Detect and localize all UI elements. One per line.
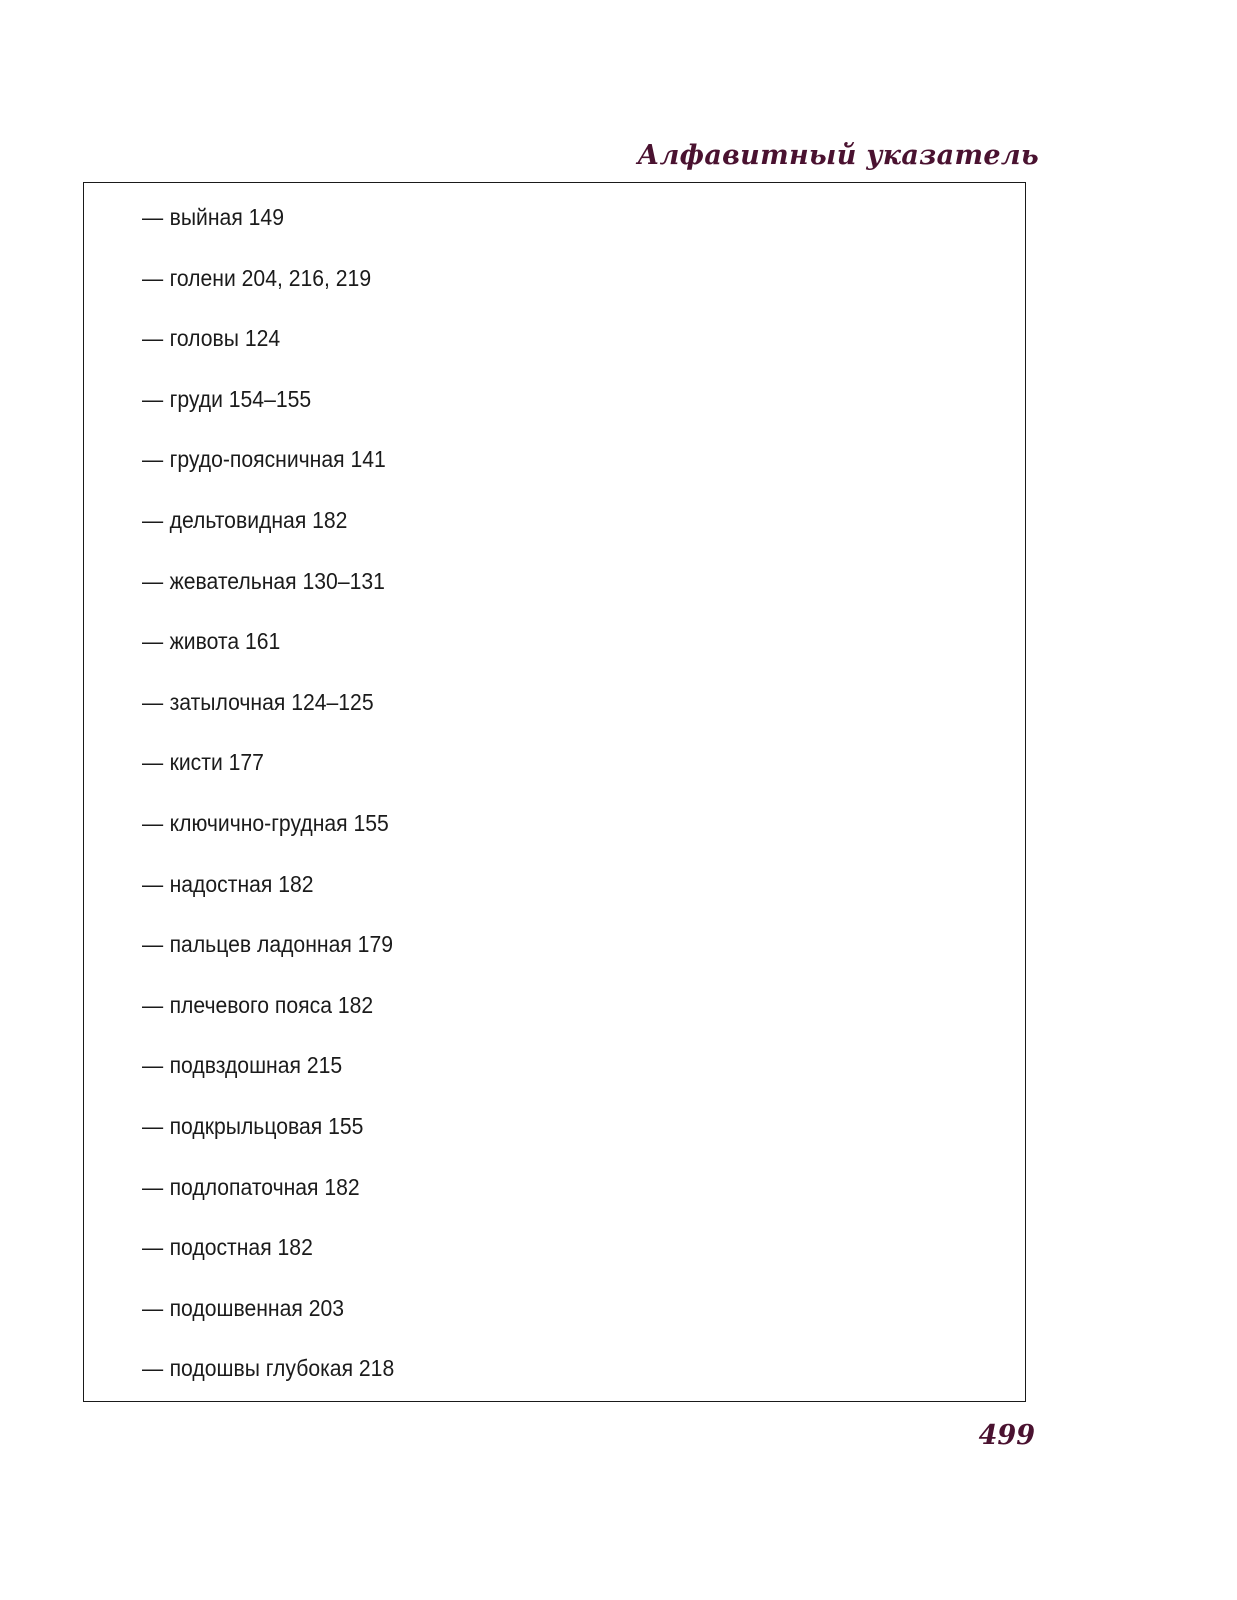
entry-text: грудо-поясничная 141 (169, 446, 386, 473)
entry-dash: — (142, 749, 164, 776)
index-entry (142, 443, 394, 504)
entry-text: пальцев ладонная 179 (169, 931, 393, 958)
index-entry (142, 686, 394, 747)
entry-text: груди 154–155 (169, 385, 312, 412)
entry-dash: — (142, 385, 164, 412)
entry-dash: — (142, 506, 164, 533)
index-entry (142, 1049, 394, 1110)
index-entry (142, 1352, 394, 1413)
entry-text: дельтовидная 182 (169, 506, 348, 533)
entry-dash: — (142, 870, 164, 897)
entry-dash: — (142, 1234, 164, 1261)
index-entry (142, 504, 394, 565)
entry-dash: — (142, 264, 164, 291)
entry-text: плечевого пояса 182 (169, 991, 374, 1018)
index-entry-list (142, 201, 416, 1413)
entry-dash: — (142, 325, 164, 352)
entry-text: подкрыльцовая 155 (169, 1112, 364, 1139)
index-entry (142, 322, 394, 383)
index-entry (142, 262, 394, 323)
entry-text: подошвенная 203 (169, 1294, 345, 1321)
entry-dash: — (142, 446, 164, 473)
entry-text: подлопаточная 182 (169, 1173, 360, 1200)
entry-dash: — (142, 1173, 164, 1200)
index-entry (142, 928, 394, 989)
entry-text: надостная 182 (169, 870, 314, 897)
index-entry (142, 383, 394, 444)
entry-dash: — (142, 931, 164, 958)
entry-text: подвздошная 215 (169, 1052, 343, 1079)
entry-dash: — (142, 809, 164, 836)
index-entry (142, 625, 394, 686)
index-entry (142, 565, 394, 626)
entry-dash: — (142, 628, 164, 655)
entry-dash: — (142, 1355, 164, 1382)
index-entry (142, 989, 394, 1050)
entry-dash: — (142, 688, 164, 715)
running-header-title: Алфавитный указатель (637, 140, 1039, 171)
index-entry (142, 746, 394, 807)
entry-dash: — (142, 1294, 164, 1321)
index-entry (142, 1171, 394, 1232)
index-entry (142, 1292, 394, 1353)
index-entry (142, 1110, 394, 1171)
entry-text: подостная 182 (169, 1234, 313, 1261)
entry-text: затылочная 124–125 (169, 688, 374, 715)
entry-dash: — (142, 567, 164, 594)
index-entry (142, 201, 394, 262)
entry-text: жевательная 130–131 (169, 567, 385, 594)
entry-dash: — (142, 204, 164, 230)
entry-dash: — (142, 991, 164, 1018)
index-entry (142, 807, 394, 868)
entry-text: головы 124 (169, 325, 281, 352)
entry-text: кисти 177 (169, 749, 264, 776)
index-entry (142, 1231, 394, 1292)
index-frame (83, 182, 1026, 1402)
index-entry (142, 868, 394, 929)
page-number: 499 (978, 1420, 1035, 1451)
entry-text: живота 161 (169, 628, 281, 655)
entry-dash: — (142, 1052, 164, 1079)
entry-text: голени 204, 216, 219 (169, 264, 372, 291)
entry-text: ключично-грудная 155 (169, 809, 389, 836)
entry-text: подошвы глубокая 218 (169, 1355, 395, 1382)
entry-text: выйная 149 (169, 204, 284, 230)
entry-dash: — (142, 1112, 164, 1139)
